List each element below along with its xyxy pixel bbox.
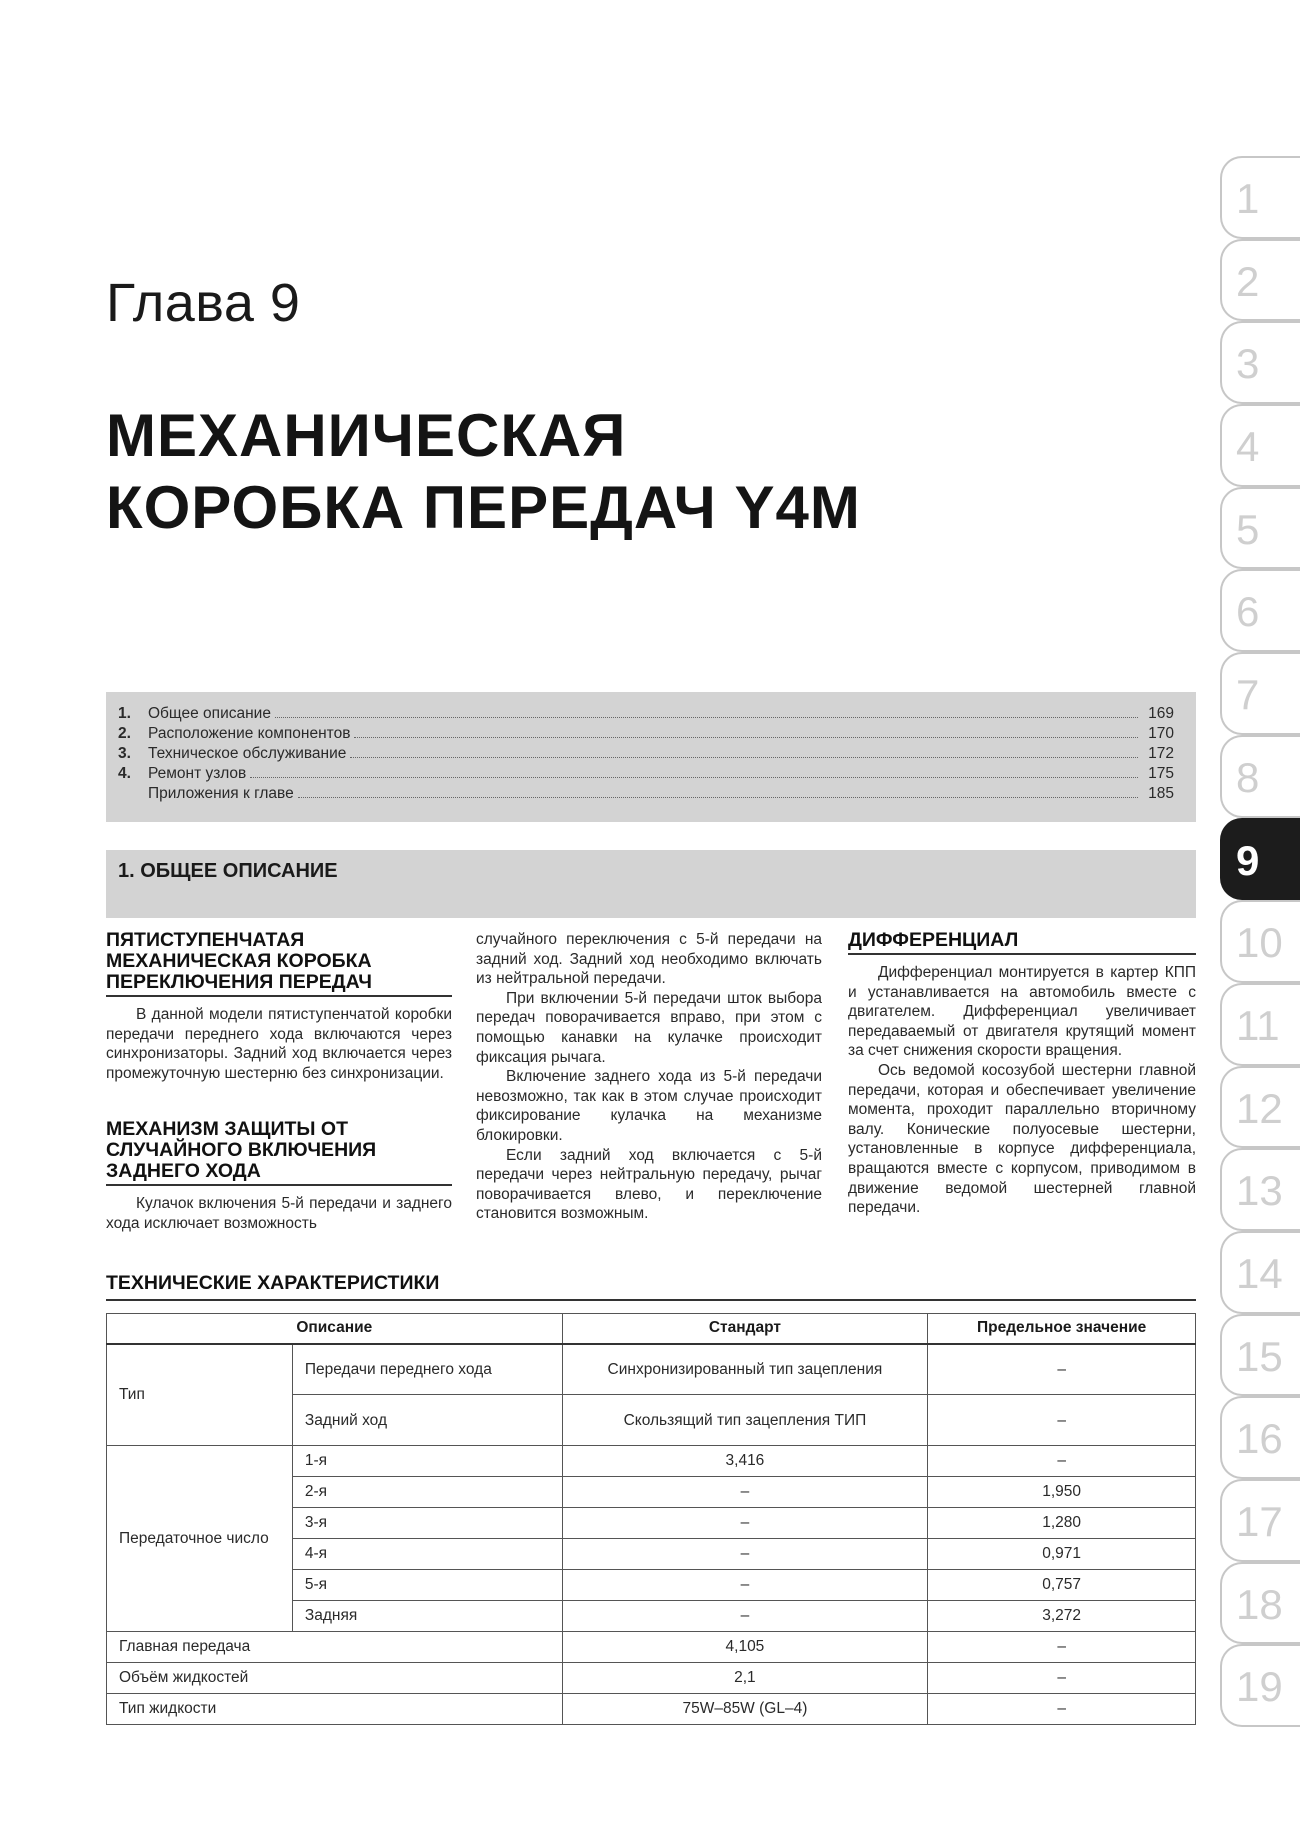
chapter-tab-4[interactable]: 4 — [1220, 404, 1300, 487]
table-cell: – — [928, 1446, 1196, 1477]
chapter-tab-1[interactable]: 1 — [1220, 156, 1300, 239]
column-header: Предельное значение — [928, 1314, 1196, 1344]
chapter-title-line-1: МЕХАНИЧЕСКАЯ — [106, 402, 627, 469]
toc-page: 172 — [1148, 745, 1174, 762]
table-header-row — [107, 1314, 1196, 1344]
chapter-tab-17[interactable]: 17 — [1220, 1479, 1300, 1562]
toc-leader — [298, 797, 1138, 798]
table-cell: 3,416 — [562, 1446, 928, 1477]
table-cell: Задняя — [292, 1601, 562, 1632]
table-cell: Скользящий тип зацепления ТИП — [562, 1395, 928, 1446]
text-column-right — [848, 930, 1196, 1218]
row-group-label: Передаточное число — [107, 1446, 293, 1632]
toc-entry[interactable] — [118, 744, 1174, 764]
table-of-contents — [106, 692, 1196, 822]
chapter-tab-2[interactable]: 2 — [1220, 239, 1300, 322]
chapter-tab-14[interactable]: 14 — [1220, 1231, 1300, 1314]
table-cell: 5-я — [292, 1570, 562, 1601]
table-cell: 0,971 — [928, 1539, 1196, 1570]
chapter-tab-3[interactable]: 3 — [1220, 321, 1300, 404]
table-cell: 3-я — [292, 1508, 562, 1539]
toc-title: Приложения к главе — [148, 785, 294, 802]
specs-heading: ТЕХНИЧЕСКИЕ ХАРАКТЕРИСТИКИ — [106, 1272, 1196, 1301]
subsection-heading: МЕХАНИЗМ ЗАЩИТЫ ОТ СЛУЧАЙНОГО ВКЛЮЧЕНИЯ ЗАДНЕГО ХОДА — [106, 1119, 452, 1186]
table-cell: 3,272 — [928, 1601, 1196, 1632]
toc-page: 169 — [1148, 705, 1174, 722]
toc-number: 2. — [118, 725, 131, 742]
table-row — [107, 1663, 1196, 1694]
table-cell: – — [562, 1508, 928, 1539]
table-cell: Задний ход — [292, 1395, 562, 1446]
chapter-tab-11[interactable]: 11 — [1220, 983, 1300, 1066]
table-row — [107, 1694, 1196, 1725]
toc-leader — [275, 717, 1138, 718]
toc-number: 3. — [118, 745, 131, 762]
chapter-tab-5[interactable]: 5 — [1220, 487, 1300, 570]
chapter-tab-9[interactable]: 9 — [1220, 818, 1300, 901]
table-cell: – — [928, 1344, 1196, 1395]
table-row — [107, 1632, 1196, 1663]
section-heading: 1. ОБЩЕЕ ОПИСАНИЕ — [106, 850, 1196, 918]
paragraph: Дифференциал монтируется в картер КПП и устанавливается на автомобиль вместе с двигателем. Дифференциал увеличивает передаваемый от двигателя крутящий момент за счет снижения скорости вращения. — [848, 964, 1196, 1060]
toc-number: 4. — [118, 765, 131, 782]
toc-title: Общее описание — [148, 705, 271, 722]
row-group-label: Тип — [107, 1344, 293, 1446]
toc-leader — [350, 757, 1138, 758]
table-cell: 1,280 — [928, 1508, 1196, 1539]
chapter-label: Глава 9 — [106, 273, 301, 333]
specs-table — [106, 1313, 1196, 1725]
text-column-middle — [476, 930, 822, 1224]
chapter-tab-13[interactable]: 13 — [1220, 1148, 1300, 1231]
chapter-tab-18[interactable]: 18 — [1220, 1562, 1300, 1645]
chapter-tab-15[interactable]: 15 — [1220, 1314, 1300, 1397]
table-cell: Тип жидкости — [107, 1694, 563, 1725]
toc-title: Расположение компонентов — [148, 725, 351, 742]
table-cell: 4-я — [292, 1539, 562, 1570]
toc-page: 170 — [1148, 725, 1174, 742]
table-row — [107, 1344, 1196, 1395]
table-cell: 2-я — [292, 1477, 562, 1508]
subsection-heading: ПЯТИСТУПЕНЧАТАЯ МЕХАНИЧЕСКАЯ КОРОБКА ПЕРЕКЛЮЧЕНИЯ ПЕРЕДАЧ — [106, 930, 452, 997]
chapter-tab-10[interactable]: 10 — [1220, 900, 1300, 983]
paragraph: Включение заднего хода из 5-й передачи невозможно, так как в этом случае происходит фиксирование кулачка на механизме блокировки. — [476, 1068, 822, 1144]
table-cell: – — [562, 1601, 928, 1632]
table-cell: – — [562, 1477, 928, 1508]
column-header: Описание — [107, 1314, 563, 1344]
chapter-title-line-2: КОРОБКА ПЕРЕДАЧ Y4M — [106, 474, 861, 541]
table-cell: 1-я — [292, 1446, 562, 1477]
paragraph: Кулачок включения 5-й передачи и заднего хода исключает возможность — [106, 1195, 452, 1232]
table-cell: – — [562, 1570, 928, 1601]
chapter-tab-8[interactable]: 8 — [1220, 735, 1300, 818]
table-cell: 0,757 — [928, 1570, 1196, 1601]
table-cell: 2,1 — [562, 1663, 928, 1694]
chapter-tabs — [1220, 156, 1300, 1727]
table-cell: 1,950 — [928, 1477, 1196, 1508]
table-cell: – — [562, 1539, 928, 1570]
subsection-heading: ДИФФЕРЕНЦИАЛ — [848, 930, 1196, 955]
table-row — [107, 1446, 1196, 1477]
toc-leader — [354, 737, 1138, 738]
chapter-tab-12[interactable]: 12 — [1220, 1066, 1300, 1149]
toc-entry[interactable] — [118, 784, 1174, 804]
toc-title: Техническое обслуживание — [148, 745, 347, 762]
table-cell: Передачи переднего хода — [292, 1344, 562, 1395]
paragraph: Если задний ход включается с 5-й передачи через нейтральную передачу, рычаг поворачивается влево, и переключение становится возможным. — [476, 1146, 822, 1223]
table-cell: 75W–85W (GL–4) — [562, 1694, 928, 1725]
column-header: Стандарт — [562, 1314, 928, 1344]
table-cell: Синхронизированный тип зацепления — [562, 1344, 928, 1395]
chapter-tab-19[interactable]: 19 — [1220, 1644, 1300, 1727]
toc-title: Ремонт узлов — [148, 765, 247, 782]
text-column-left — [106, 930, 452, 1234]
table-cell: – — [928, 1694, 1196, 1725]
toc-entry[interactable] — [118, 764, 1174, 784]
table-cell: – — [928, 1632, 1196, 1663]
paragraph: В данной модели пятиступенчатой коробки передачи переднего хода включаются через синхронизаторы. Задний ход включается через промежуточную шестерню без синхронизации. — [106, 1006, 452, 1082]
toc-leader — [250, 777, 1138, 778]
paragraph: случайного переключения с 5-й передачи на задний ход. Задний ход необходимо включать из нейтральной передачи. — [476, 931, 822, 988]
table-cell: – — [928, 1395, 1196, 1446]
toc-page: 175 — [1148, 765, 1174, 782]
chapter-tab-16[interactable]: 16 — [1220, 1396, 1300, 1479]
toc-entry[interactable] — [118, 704, 1174, 724]
paragraph: При включении 5-й передачи шток выбора передач поворачивается вправо, при этом с помощью канавки на кулачке происходит фиксация рычага. — [476, 989, 822, 1066]
chapter-title — [106, 400, 1006, 544]
toc-page: 185 — [1148, 785, 1174, 802]
table-cell: Объём жидкостей — [107, 1663, 563, 1694]
chapter-tab-6[interactable]: 6 — [1220, 569, 1300, 652]
toc-entry[interactable] — [118, 724, 1174, 744]
table-cell: 4,105 — [562, 1632, 928, 1663]
table-cell: Главная передача — [107, 1632, 563, 1663]
toc-number: 1. — [118, 705, 131, 722]
table-cell: – — [928, 1663, 1196, 1694]
chapter-tab-7[interactable]: 7 — [1220, 652, 1300, 735]
paragraph: Ось ведомой косозубой шестерни главной передачи, которая и обеспечивает увеличение момента, проходит параллельно вторичному валу. Конические полуосевые шестерни, установленные в корпусе дифференциала, вращаются вместе с корпусом, приводимом в движение ведомой шестерней главной передачи. — [848, 1061, 1196, 1217]
